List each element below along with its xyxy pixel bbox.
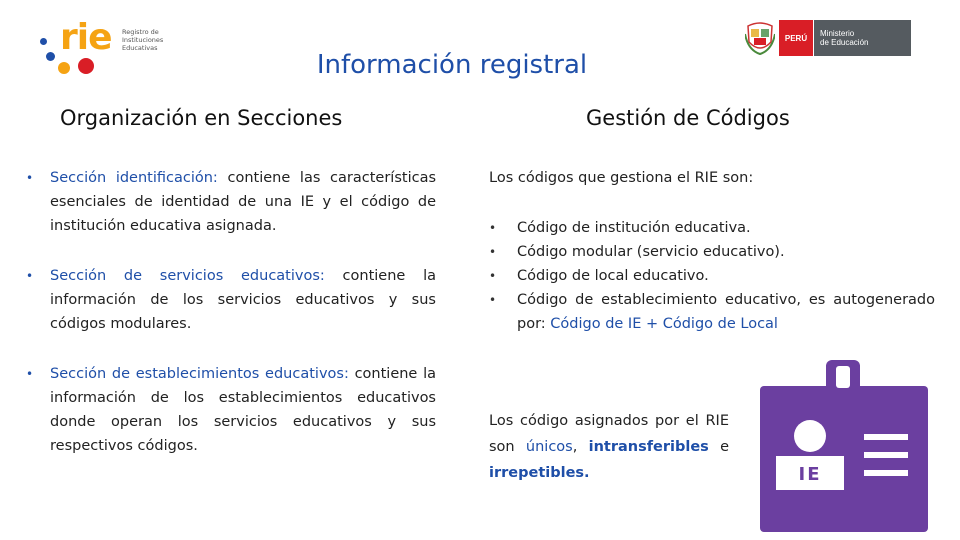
list-item bbox=[489, 216, 935, 240]
list-item bbox=[26, 264, 436, 336]
bullet-icon: • bbox=[26, 269, 34, 283]
code-text: Código modular (servicio educativo). bbox=[517, 244, 785, 260]
section-text: contiene la información de los establecimientos educativos donde operan los servicios educativos y sus respectivos códigos. bbox=[50, 366, 436, 454]
code-text: Código de establecimiento educativo, es autogenerado por: bbox=[517, 292, 935, 332]
codes-intro: Los códigos que gestiona el RIE son: bbox=[489, 170, 754, 186]
left-heading: Organización en Secciones bbox=[60, 106, 343, 130]
section-label: Sección identificación: bbox=[50, 170, 218, 186]
bullet-icon: • bbox=[489, 293, 497, 307]
card-label: IE bbox=[798, 464, 822, 485]
right-heading: Gestión de Códigos bbox=[586, 106, 790, 130]
country-label: PERÚ bbox=[779, 20, 813, 56]
bullet-icon: • bbox=[489, 221, 497, 235]
code-text: Código de institución educativa. bbox=[517, 220, 751, 236]
codes-summary: Los código asignados por el RIE son únicos, intransferibles e irrepetibles. bbox=[489, 413, 730, 481]
logo-subtitle: Registro de Instituciones Educativas bbox=[122, 28, 164, 52]
bullet-icon: • bbox=[26, 367, 34, 381]
logo-word: rie bbox=[60, 17, 112, 58]
code-formula: Código de IE + Código de Local bbox=[550, 316, 778, 332]
page-title: Información registral bbox=[316, 50, 588, 80]
sections-list bbox=[26, 166, 436, 458]
section-text: contiene la información de los servicios educativos y sus códigos modulares. bbox=[50, 268, 436, 332]
list-item bbox=[26, 362, 436, 458]
section-text: contiene las características esenciales de identidad de una IE y el código de institución educativa asignada. bbox=[50, 170, 437, 234]
list-item bbox=[489, 288, 935, 336]
list-item bbox=[489, 264, 935, 288]
codes-block bbox=[489, 166, 935, 336]
unrepeatable-word: irrepetibles. bbox=[489, 465, 590, 481]
section-label: Sección de establecimientos educativos: bbox=[50, 366, 349, 382]
bullet-icon: • bbox=[489, 269, 497, 283]
bullet-icon: • bbox=[26, 171, 34, 185]
unique-word: únicos bbox=[525, 439, 573, 455]
nontransfer-word: intransferibles bbox=[588, 439, 709, 455]
code-text: Código de local educativo. bbox=[517, 268, 709, 284]
logo-dot bbox=[40, 38, 47, 45]
id-card-icon bbox=[760, 360, 928, 532]
ministry-label: Ministerio de Educación bbox=[813, 20, 911, 56]
list-item bbox=[489, 240, 935, 264]
bullet-icon: • bbox=[489, 245, 497, 259]
list-item bbox=[26, 166, 436, 238]
section-label: Sección de servicios educativos: bbox=[50, 268, 325, 284]
